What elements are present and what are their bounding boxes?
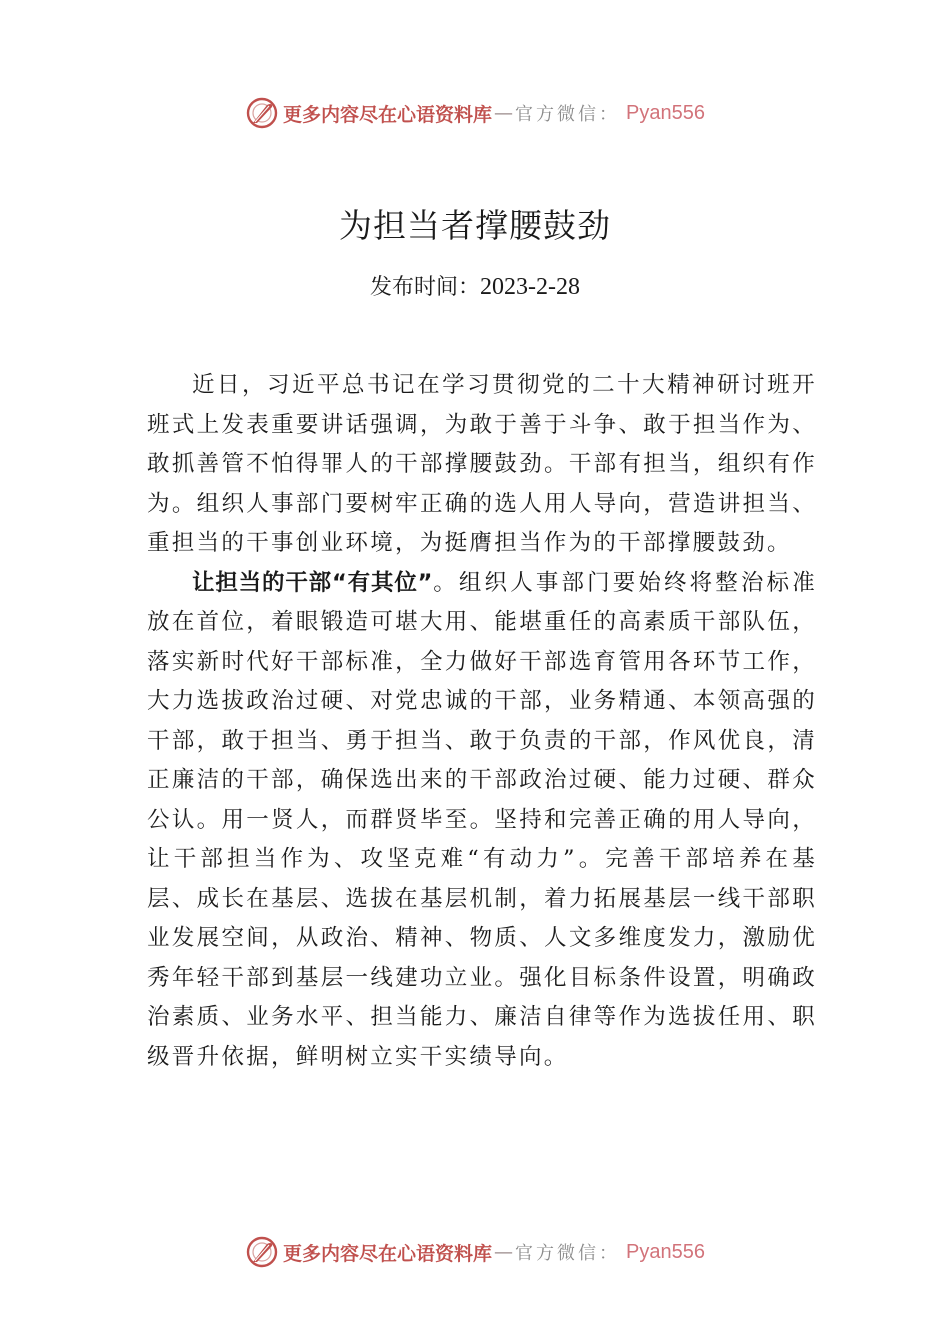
watermark-wechat-label: 官方微信： [515, 104, 621, 125]
watermark-separator: — [494, 1241, 514, 1263]
article-body [147, 366, 817, 1077]
watermark-wechat-label: 官方微信： [515, 1243, 621, 1264]
publish-date [0, 270, 950, 301]
watermark-brand: 更多内容尽在心语资料库 [283, 1242, 493, 1265]
date-label: 发布时间： [370, 275, 481, 300]
watermark-brand: 更多内容尽在心语资料库 [283, 103, 493, 126]
watermark-wechat-id: Pyan556 [626, 1240, 705, 1263]
section-text: 。组织人事部门要始终将整治标准放在首位，着眼锻造可堪大用、能堪重任的高素质干部队伍，落实新时代好干部标准，全力做好干部选育管用各环节工作，大力选拔政治过硬、对党忠诚的干部，业务精通、本领高强的干部，敢于担当、勇于担当、敢于负责的干部，作风优良，清正廉洁的干部，确保选出来的干部政治过硬、能力过硬、群众公认。用一贤人，而群贤毕至。坚持和完善正确的用人导向，让干部担当作为、攻坚克难“有动力”。完善干部培养在基层、成长在基层、选拔在基层机制，着力拓展基层一线干部职业发展空间，从政治、精神、物质、人文多维度发力，激励优秀年轻干部到基层一线建功立业。强化目标条件设置，明确政治素质、业务水平、担当能力、廉洁自律等作为选拔任用、职级晋升依据，鲜明树立实干实绩导向。 [147, 569, 817, 1070]
quill-logo-icon [245, 96, 279, 130]
watermark-wechat-id: Pyan556 [626, 101, 705, 124]
article-title: 为担当者撑腰鼓劲 [339, 206, 611, 245]
paragraph-section-1 [147, 564, 817, 1078]
watermark-separator: — [494, 102, 514, 124]
paragraph-intro: 近日，习近平总书记在学习贯彻党的二十大精神研讨班开班式上发表重要讲话强调，为敢于善于斗争、敢于担当作为、敢抓善管不怕得罪人的干部撑腰鼓劲。干部有担当，组织有作为。组织人事部门要树牢正确的选人用人导向，营造讲担当、重担当的干事创业环境，为挺膺担当作为的干部撑腰鼓劲。 [147, 372, 817, 556]
quill-logo-icon [245, 1235, 279, 1269]
date-value: 2023-2-28 [480, 274, 580, 300]
watermark-footer [0, 1232, 950, 1272]
section-heading: 让担当的干部“有其位” [192, 569, 433, 596]
watermark-header [0, 93, 950, 133]
